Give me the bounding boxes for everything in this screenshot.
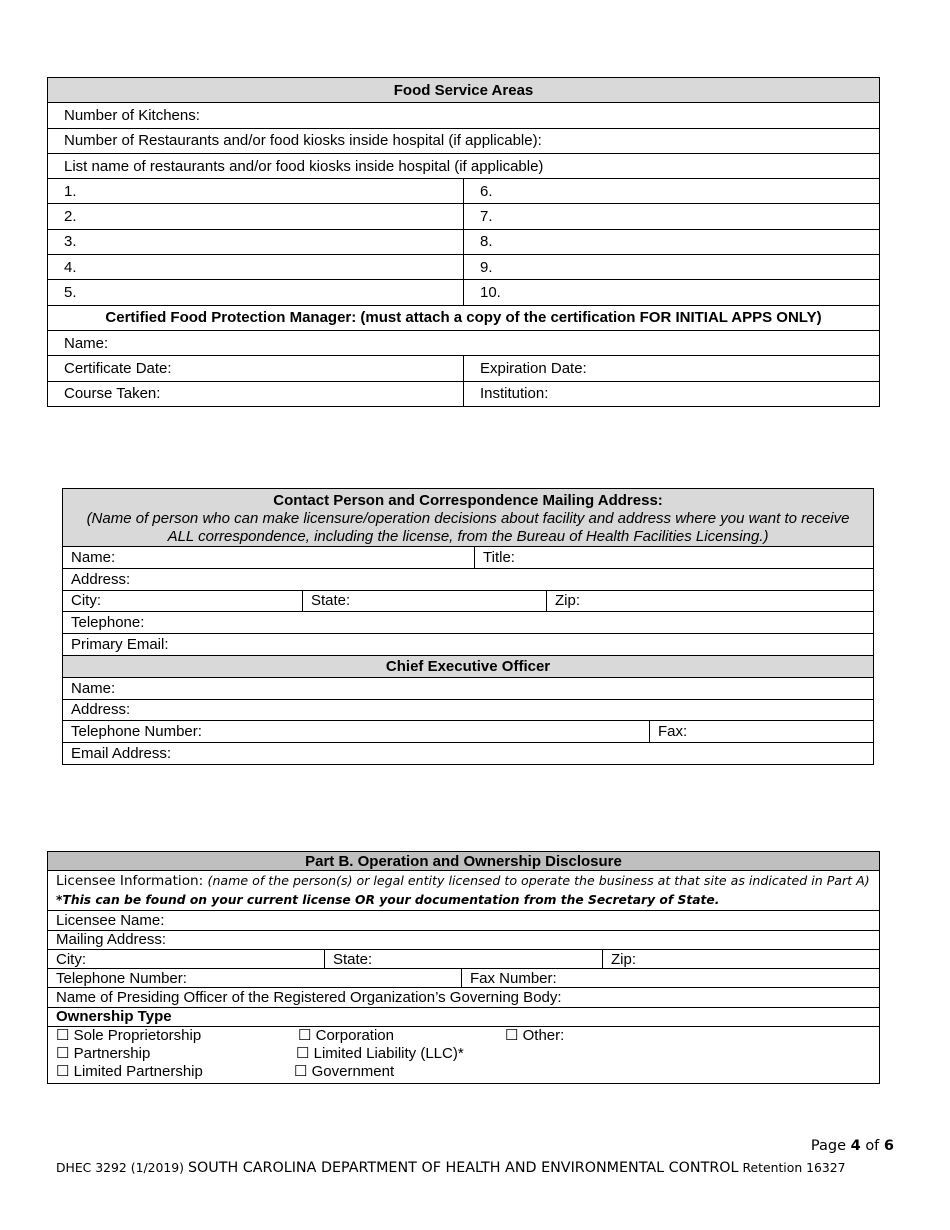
restaurant-field-6[interactable]: 6. (464, 179, 880, 204)
licensee-info-note: (name of the person(s) or legal entity licensed to operate the business at that site as indicated in Part A) (207, 873, 870, 889)
contact-name-field[interactable]: Name: (63, 547, 475, 569)
course-taken-field[interactable]: Course Taken: (48, 381, 464, 406)
restaurant-field-5[interactable]: 5. (48, 280, 464, 305)
contact-email-field[interactable]: Primary Email: (63, 634, 874, 656)
ownership-options (48, 1027, 880, 1084)
certificate-date-field[interactable]: Certificate Date: (48, 356, 464, 381)
part-b-zip-field[interactable]: Zip: (603, 949, 880, 968)
ceo-telephone-field[interactable]: Telephone Number: (63, 721, 650, 743)
institution-field[interactable]: Institution: (464, 381, 880, 406)
checkbox-limited-partnership[interactable]: ☐ Limited Partnership (56, 1063, 203, 1081)
part-b-state-field[interactable]: State: (325, 949, 603, 968)
restaurant-field-4[interactable]: 4. (48, 255, 464, 280)
licensee-name-field[interactable]: Licensee Name: (48, 911, 880, 930)
contact-table (62, 488, 874, 765)
page-current: 4 (850, 1138, 861, 1154)
contact-city-field[interactable]: City: (63, 590, 303, 612)
food-service-table (47, 77, 880, 407)
kitchens-field[interactable]: Number of Kitchens: (48, 103, 880, 128)
ownership-type-label: Ownership Type (48, 1007, 880, 1026)
checkbox-llc[interactable]: ☐ Limited Liability (LLC)* (296, 1045, 464, 1063)
restaurant-field-1[interactable]: 1. (48, 179, 464, 204)
restaurant-field-3[interactable]: 3. (48, 229, 464, 254)
part-b-city-field[interactable]: City: (48, 949, 325, 968)
licensee-info (48, 871, 880, 911)
part-b-table (47, 851, 880, 1084)
part-b-fax-field[interactable]: Fax Number: (462, 969, 880, 988)
restaurants-list-label: List name of restaurants and/or food kiosks inside hospital (if applicable) (48, 153, 880, 178)
checkbox-partnership[interactable]: ☐ Partnership (56, 1045, 151, 1063)
ceo-name-field[interactable]: Name: (63, 677, 874, 699)
checkbox-other[interactable]: ☐ Other: (505, 1027, 565, 1045)
footer-form-line (56, 1160, 846, 1176)
contact-state-field[interactable]: State: (303, 590, 547, 612)
page-of: of (865, 1138, 880, 1154)
contact-header (63, 489, 874, 547)
restaurant-field-2[interactable]: 2. (48, 204, 464, 229)
food-service-title: Food Service Areas (48, 78, 880, 103)
retention-code: Retention 16327 (742, 1160, 846, 1175)
page-number (811, 1138, 894, 1154)
contact-title: Contact Person and Correspondence Mailing Address: (273, 492, 663, 509)
expiration-date-field[interactable]: Expiration Date: (464, 356, 880, 381)
form-id: DHEC 3292 (1/2019) (56, 1160, 185, 1175)
contact-subtitle: (Name of person who can make licensure/operation decisions about facility and address where you want to receive ALL correspondence, including the license, from the Bureau of Health Facilities Licensing.) (86, 510, 850, 545)
restaurant-field-7[interactable]: 7. (464, 204, 880, 229)
contact-telephone-field[interactable]: Telephone: (63, 612, 874, 634)
ceo-address-field[interactable]: Address: (63, 699, 874, 721)
contact-title-field[interactable]: Title: (475, 547, 874, 569)
ceo-title: Chief Executive Officer (63, 655, 874, 677)
licensee-info-note2: *This can be found on your current license OR your documentation from the Secretary of State. (56, 893, 720, 908)
page-word: Page (810, 1138, 846, 1154)
restaurant-field-10[interactable]: 10. (464, 280, 880, 305)
page-total: 6 (883, 1138, 894, 1154)
cfpm-name-field[interactable]: Name: (48, 330, 880, 355)
contact-zip-field[interactable]: Zip: (547, 590, 874, 612)
restaurants-count-field[interactable]: Number of Restaurants and/or food kiosks inside hospital (if applicable): (48, 128, 880, 153)
contact-address-field[interactable]: Address: (63, 568, 874, 590)
checkbox-sole-proprietorship[interactable]: ☐ Sole Proprietorship (56, 1027, 202, 1045)
ceo-fax-field[interactable]: Fax: (650, 721, 874, 743)
checkbox-government[interactable]: ☐ Government (294, 1063, 395, 1081)
mailing-address-field[interactable]: Mailing Address: (48, 930, 880, 949)
agency-name: SOUTH CAROLINA DEPARTMENT OF HEALTH AND ENVIRONMENTAL CONTROL (187, 1160, 739, 1176)
restaurant-field-8[interactable]: 8. (464, 229, 880, 254)
ceo-email-field[interactable]: Email Address: (63, 743, 874, 765)
part-b-telephone-field[interactable]: Telephone Number: (48, 969, 462, 988)
licensee-info-label: Licensee Information: (56, 873, 204, 890)
checkbox-corporation[interactable]: ☐ Corporation (298, 1027, 394, 1045)
presiding-officer-field[interactable]: Name of Presiding Officer of the Registered Organization’s Governing Body: (48, 988, 880, 1007)
restaurant-field-9[interactable]: 9. (464, 255, 880, 280)
cfpm-title: Certified Food Protection Manager: (must attach a copy of the certification FOR INITIAL APPS ONLY) (48, 305, 880, 330)
part-b-title: Part B. Operation and Ownership Disclosure (48, 852, 880, 871)
